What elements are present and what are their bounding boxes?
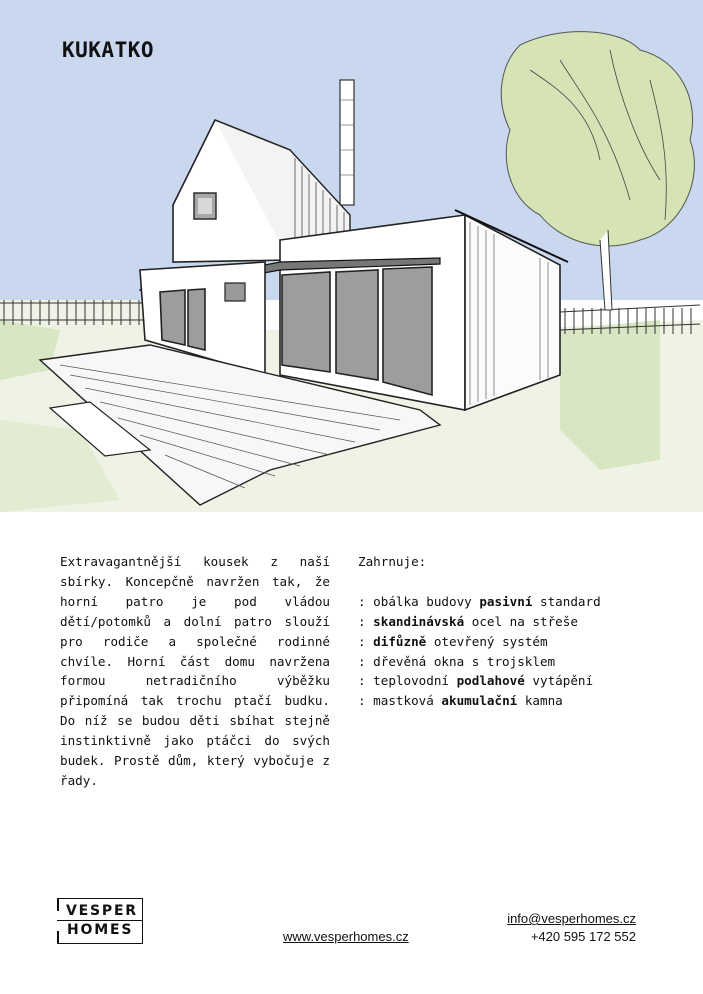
- includes-item: : difůzně otevřený systém: [358, 633, 548, 649]
- includes-item: : obálka budovy pasivní standard: [358, 593, 601, 609]
- logo-line-2: HOMES: [67, 922, 134, 938]
- house-description: Extravagantnější kousek z naší sbírky. Koncepčně navržen tak, že horní patro je pod vládou dětí/potomků a dolní patro slouží pro rodiče a společné rodinné chvíle. Horní část domu navržena formou netradičního výběžku připomíná tak trochu ptačí budku. Do níž se budou děti sbíhat stejně instinktivně jako ptáčci do svých budek. Prostě dům, který vybočuje z řady.: [60, 554, 330, 788]
- phone-number: +420 595 172 552: [530, 929, 636, 944]
- includes-item: : dřevěná okna s trojsklem: [358, 653, 556, 669]
- includes-heading: Zahrnuje:: [358, 554, 427, 569]
- website-link[interactable]: www.vesperhomes.cz: [283, 929, 409, 944]
- small-window: [225, 283, 245, 301]
- page-title: KUKATKO: [62, 38, 155, 62]
- includes-item: : mastková akumulační kamna: [358, 693, 563, 709]
- chimney: [340, 80, 354, 205]
- includes-item: : teplovodní podlahové vytápění: [358, 673, 594, 689]
- contact-block: [507, 910, 636, 946]
- includes-item: : skandinávská ocel na střeše: [358, 613, 578, 629]
- includes-list: [358, 552, 678, 711]
- email-link[interactable]: info@vesperhomes.cz: [507, 911, 636, 926]
- vesper-homes-logo: [57, 898, 143, 944]
- logo-line-1: VESPER: [66, 903, 138, 919]
